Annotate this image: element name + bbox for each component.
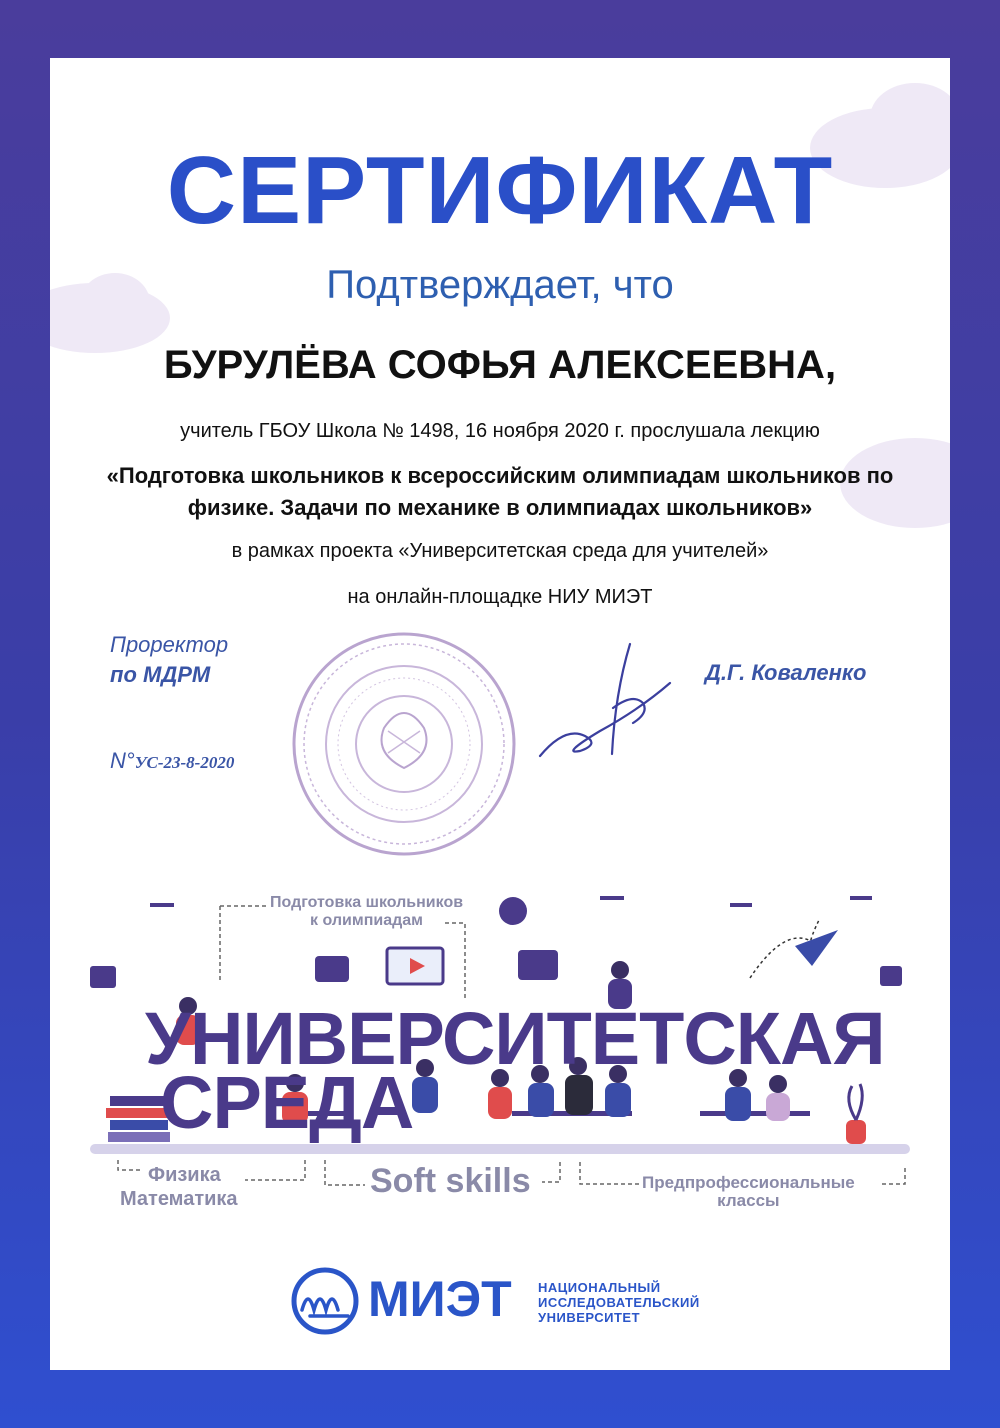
platform-line: на онлайн-площадке НИУ МИЭТ (347, 586, 653, 608)
banner-title-line2: СРЕДА (160, 1061, 414, 1144)
olympiad-prep-label (270, 894, 463, 930)
recipient-name: БУРУЛЁВА СОФЬЯ АЛЕКСЕЕВНА, (163, 343, 837, 387)
university-descriptor (538, 1280, 700, 1325)
olympiad-prep-label-line1: Подготовка школьников (270, 894, 464, 911)
miet-logo-text: МИЭТ (368, 1271, 512, 1327)
number-prefix: N° (110, 748, 135, 773)
preprofessional-label-line1: Предпрофессиональные (642, 1173, 855, 1192)
miet-logo-icon (290, 1266, 360, 1336)
university-descriptor-line3: УНИВЕРСИТЕТ (538, 1310, 641, 1325)
recipient-details: учитель ГБОУ Школа № 1498, 16 ноября 2020 г. прослушала лекцию (180, 420, 820, 442)
certificate-title: СЕРТИФИКАТ (166, 137, 834, 244)
soft-skills-label: Soft skills (370, 1162, 531, 1200)
official-seal-icon (288, 628, 520, 860)
lecture-title: «Подготовка школьников к всероссийским олимпиадам школьников по физике. Задачи по механике в олимпиадах школьников» (106, 463, 894, 520)
handwritten-signature-icon (535, 638, 695, 768)
confirms-text: Подтверждает, что (326, 263, 674, 307)
olympiad-prep-label-line2: к олимпиадам (310, 912, 423, 929)
signer-name: Д.Г. Коваленко (705, 660, 867, 685)
certificate-number (110, 748, 234, 774)
number-value: УС-23-8-2020 (134, 753, 235, 772)
signer-position-line1: Проректор (110, 632, 229, 657)
physics-label: Физика (148, 1164, 221, 1186)
banner-title-line1: УНИВЕРСИТЕТСКАЯ (145, 997, 885, 1080)
preprofessional-label-line2: классы (717, 1191, 780, 1210)
project-line: в рамках проекта «Университетская среда для учителей» (231, 540, 769, 562)
certificate-sheet (50, 58, 950, 1370)
signer-position-line2: по МДРМ (110, 662, 211, 687)
university-descriptor-line2: ИССЛЕДОВАТЕЛЬСКИЙ (538, 1295, 700, 1310)
preprofessional-label (642, 1174, 855, 1210)
math-label: Математика (120, 1188, 238, 1210)
university-descriptor-line1: НАЦИОНАЛЬНЫЙ (538, 1280, 661, 1295)
signer-position (110, 630, 228, 690)
